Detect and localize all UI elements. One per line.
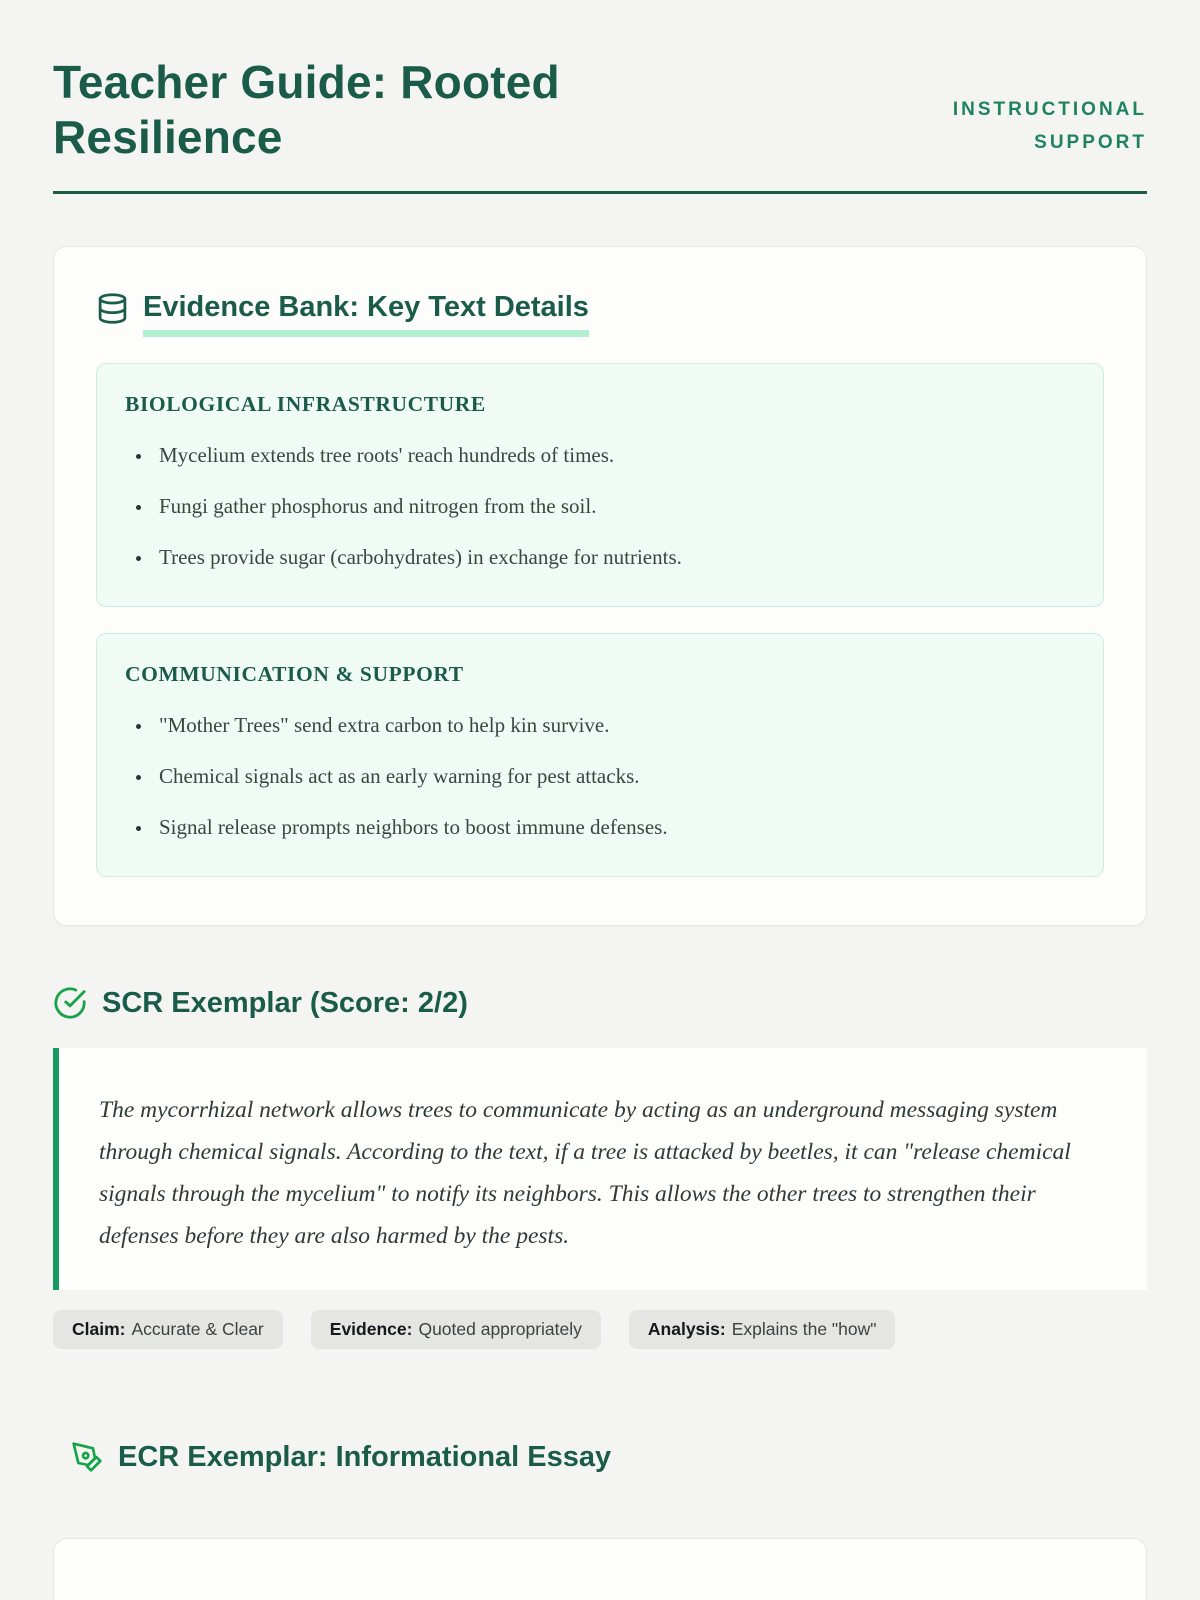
kicker-label: INSTRUCTIONAL SUPPORT: [952, 98, 1147, 154]
badge-label: Claim:: [72, 1318, 126, 1339]
database-icon: [96, 292, 129, 325]
list-item: • Chemical signals act as an early warning for pest attacks.: [153, 764, 1075, 789]
page-header: [53, 55, 1147, 165]
evidence-bank-card: [53, 246, 1147, 926]
claim-badge: [53, 1310, 283, 1349]
badge-value: Accurate & Clear: [131, 1318, 264, 1339]
list-item: • "Mother Trees" send extra carbon to help kin survive.: [153, 713, 1075, 738]
check-circle-icon: [53, 986, 87, 1020]
analysis-badge: [629, 1310, 896, 1349]
badge-label: Evidence:: [329, 1318, 413, 1339]
badge-value: Quoted appropriately: [418, 1318, 582, 1339]
evidence-bank-title: Evidence Bank: Key Text Details: [143, 291, 589, 337]
list-item: • Mycelium extends tree roots' reach hundreds of times.: [153, 443, 1075, 468]
evidence-list: [125, 713, 1075, 840]
evidence-group-communication: [96, 633, 1104, 877]
ecr-exemplar-heading: [53, 1441, 1147, 1474]
pen-nib-icon: [71, 1441, 103, 1473]
ecr-essay-card: [53, 1538, 1147, 1600]
list-item: • Fungi gather phosphorus and nitrogen from the soil.: [153, 494, 1075, 519]
list-item: • Trees provide sugar (carbohydrates) in exchange for nutrients.: [153, 545, 1075, 570]
group-heading: BIOLOGICAL INFRASTRUCTURE: [125, 392, 486, 417]
scr-exemplar-quote: [53, 1048, 1147, 1289]
evidence-list: [125, 443, 1075, 570]
evidence-badge: [311, 1310, 601, 1349]
evidence-group-biological: [96, 363, 1104, 607]
badge-value: Explains the "how": [731, 1318, 877, 1339]
rubric-badges: [53, 1310, 1147, 1349]
badge-label: Analysis:: [647, 1318, 726, 1339]
list-item: • Signal release prompts neighbors to boost immune defenses.: [153, 815, 1075, 840]
page-title: Teacher Guide: Rooted Resilience: [53, 56, 560, 164]
quote-text: The mycorrhizal network allows trees to communicate by acting as an underground messaging system through chemical signals. According to the text, if a tree is attacked by beetles, it can "release chemical signals through the mycelium" to notify its neighbors. This allows the other trees to strengthen their defenses before they are also harmed by the pests.: [99, 1097, 1071, 1249]
header-divider: [53, 191, 1147, 194]
ecr-exemplar-title: ECR Exemplar: Informational Essay: [118, 1440, 612, 1473]
scr-exemplar-title: SCR Exemplar (Score: 2/2): [102, 986, 468, 1019]
evidence-bank-heading: [96, 291, 1104, 337]
scr-exemplar-heading: [53, 986, 1147, 1020]
group-heading: COMMUNICATION & SUPPORT: [125, 662, 464, 687]
